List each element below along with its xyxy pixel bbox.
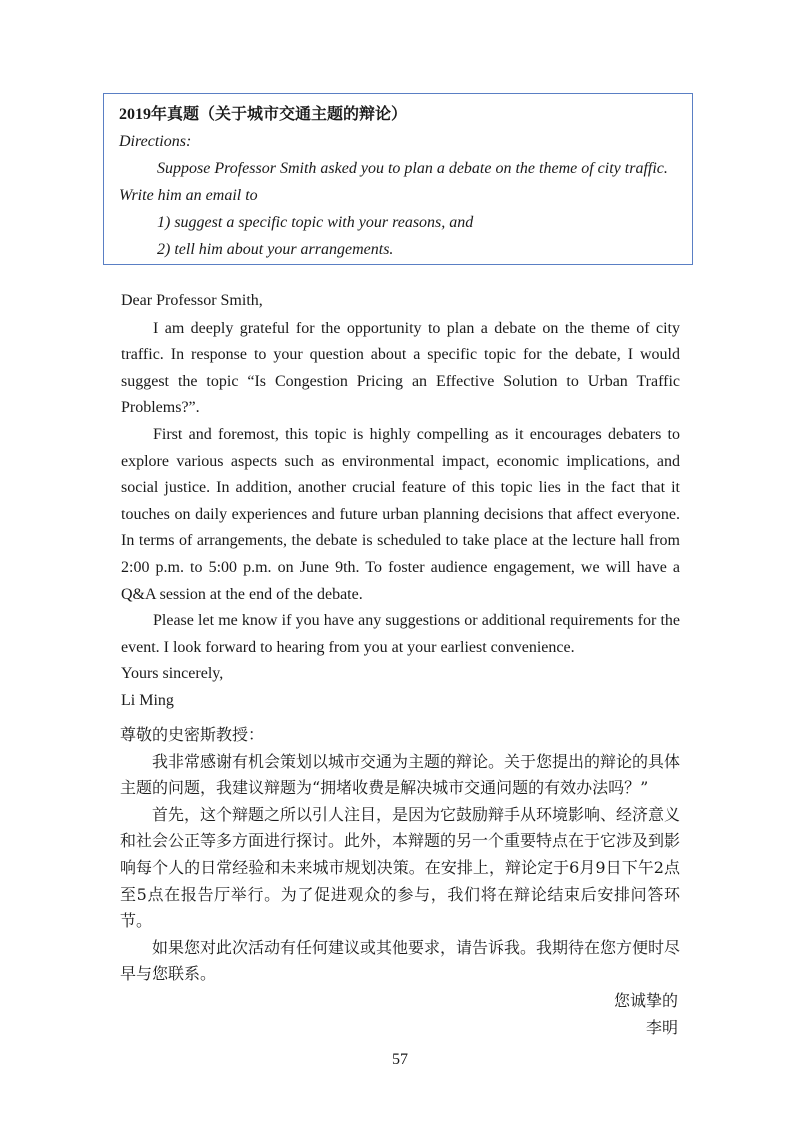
directions-line-2: Write him an email to (119, 187, 258, 204)
directions-item-1: 1) suggest a specific topic with your reasons, and (157, 214, 474, 231)
letter-greeting: Dear Professor Smith, (121, 292, 263, 309)
directions-box (103, 93, 693, 265)
letter-closing: Yours sincerely, (121, 665, 224, 683)
translation-greeting: 尊敬的史密斯教授： (120, 725, 265, 744)
translation-signature: 李明 (645, 1017, 678, 1037)
directions-line-1: Suppose Professor Smith asked you to plan a debate on the theme of city traffic. (157, 160, 668, 177)
exam-title: 2019年真题（关于城市交通主题的辩论） (119, 106, 408, 123)
page-number: 57 (392, 1051, 408, 1068)
translation-paragraph: 首先，这个辩题之所以引人注目，是因为它鼓励辩手从环境影响、经济意义和社会公正等多方面进行探讨。此外，本辩题的另一个重要特点在于它涉及到影响每个人的日常经验和未来城市规划决策。在安排上，辩论定于6月9日下午2点至5点在报告厅举行。为了促进观众的参与，我们将在辩论结束后安排问答环节。 (120, 804, 681, 931)
translation-closing: 您诚挚的 (613, 990, 678, 1010)
chinese-translation (120, 722, 680, 1041)
letter-paragraph: Please let me know if you have any suggestions or additional requirements for the event. I look forward to hearing from you at your earliest convenience. (121, 612, 680, 656)
translation-paragraph: 我非常感谢有机会策划以城市交通为主题的辩论。关于您提出的辩论的具体主题的问题，我建议辩题为“拥堵收费是解决城市交通问题的有效办法吗？” (120, 751, 681, 798)
translation-paragraph: 如果您对此次活动有任何建议或其他要求，请告诉我。我期待在您方便时尽早与您联系。 (120, 937, 681, 984)
letter-paragraph: First and foremost, this topic is highly compelling as it encourages debaters to explore various aspects such as environmental impact, economic implications, and social justice. In addition, another crucial feature of this topic lies in the fact that it touches on daily experiences and future urban planning decisions that affect everyone. In terms of arrangements, the debate is scheduled to take place at the lecture hall from 2:00 p.m. to 5:00 p.m. on June 9th. To foster audience engagement, we will have a Q&A session at the end of the debate. (121, 425, 680, 603)
letter-paragraph: I am deeply grateful for the opportunity to plan a debate on the theme of city traffic. In response to your question about a specific topic for the debate, I would suggest the topic “Is Congestion Pricing an Effective Solution to Urban Traffic Problems?”. (121, 319, 680, 417)
directions-item-2: 2) tell him about your arrangements. (157, 241, 394, 258)
letter-signature: Li Ming (121, 691, 174, 709)
english-letter (121, 288, 680, 715)
directions-label: Directions: (119, 133, 192, 150)
